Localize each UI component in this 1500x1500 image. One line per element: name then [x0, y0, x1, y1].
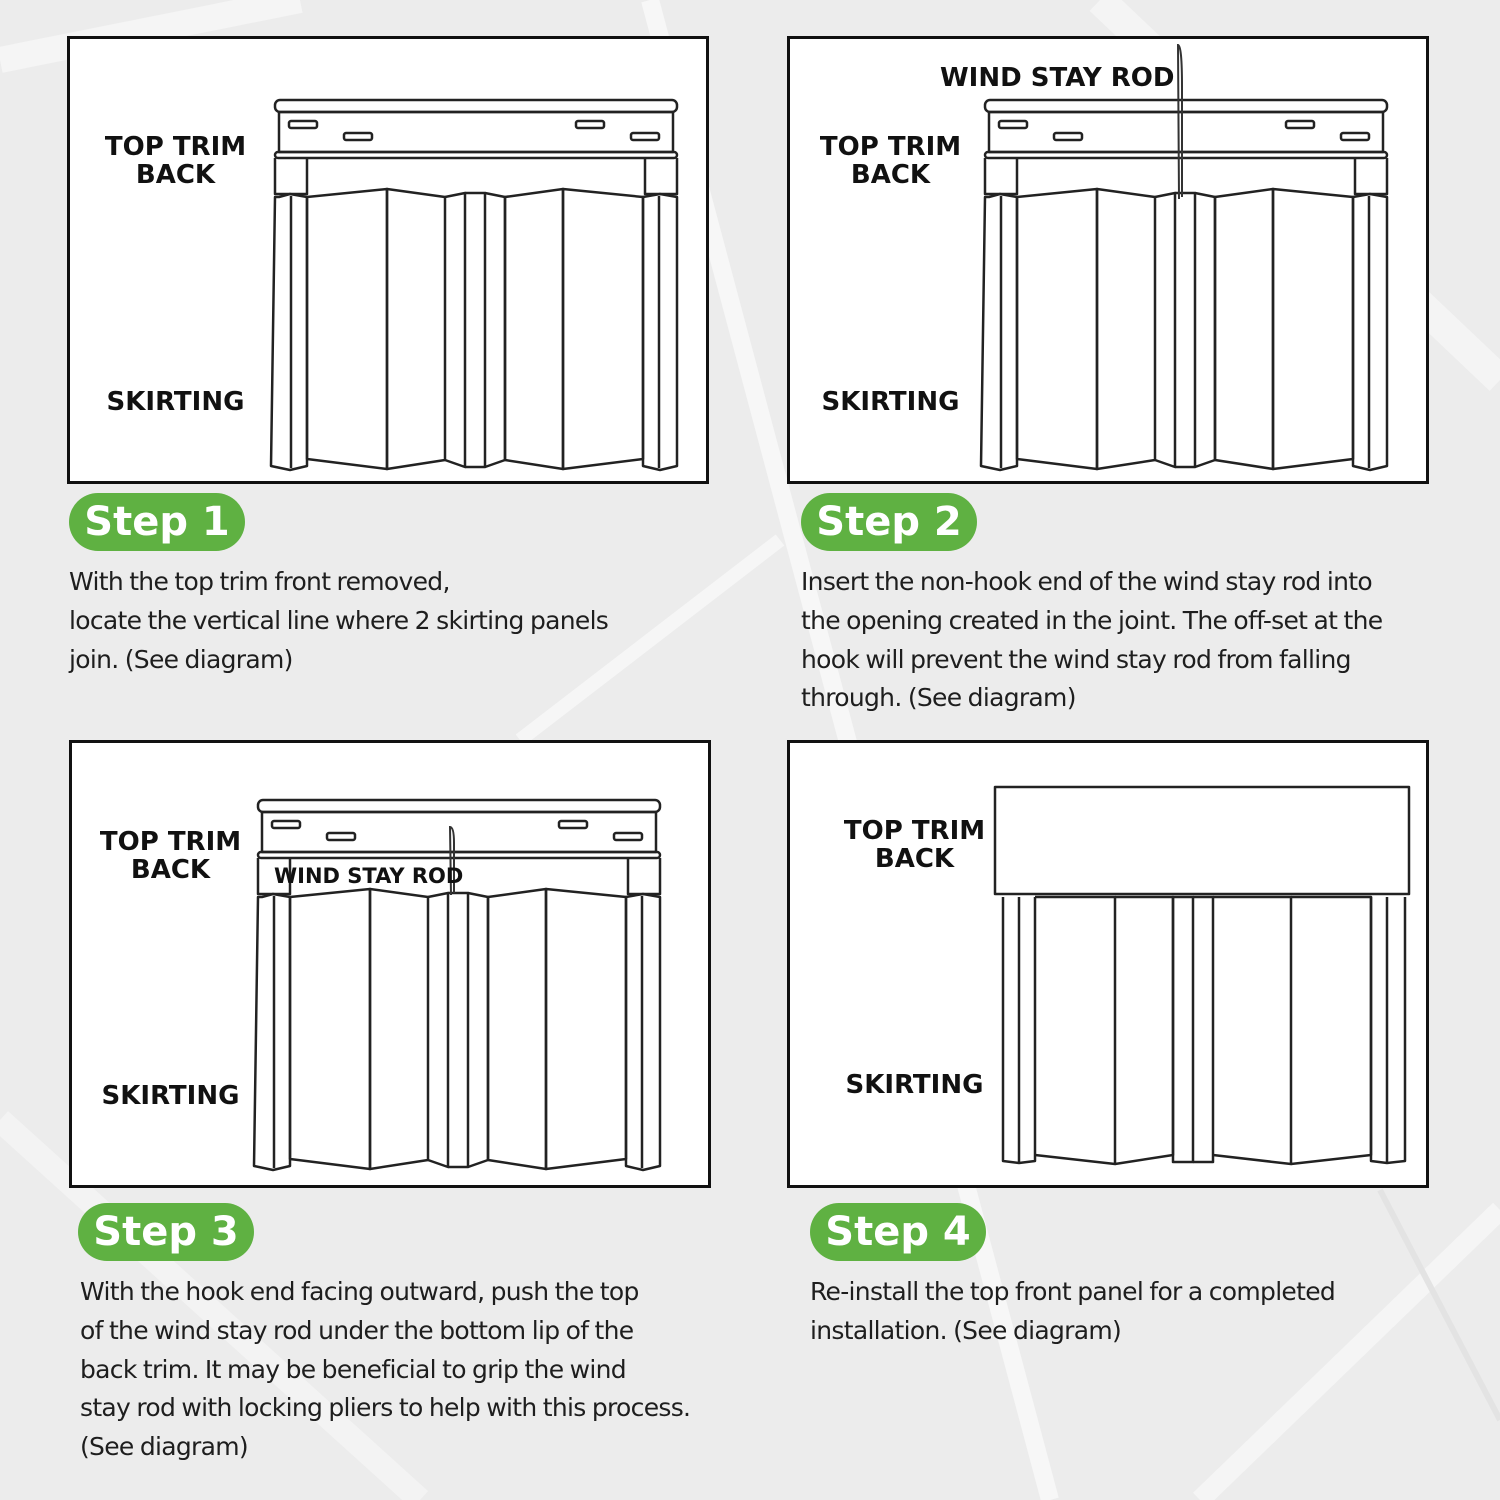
step-3-diagram: [69, 740, 711, 1188]
top-trim-bottom-lip: [985, 152, 1387, 158]
top-trim-lip: [275, 100, 677, 112]
top-trim-back: [262, 812, 656, 852]
top-trim-back-label: [803, 133, 978, 189]
description-line: Insert the non-hook end of the wind stay rod into: [801, 567, 1372, 596]
step-2-description: [801, 563, 1382, 718]
label-line: TOP TRIM: [843, 816, 986, 846]
step-4-badge: Step 4: [810, 1203, 986, 1261]
top-trim-back-label: [88, 133, 263, 189]
description-line: With the hook end facing outward, push the top: [80, 1277, 639, 1306]
step-1-description: [69, 563, 608, 679]
label-line: BACK: [850, 160, 931, 190]
step-4-description: [810, 1273, 1335, 1351]
top-trim-back: [279, 112, 673, 152]
skirting-illustration: [790, 743, 1426, 1185]
wind-stay-rod-label: WIND STAY ROD: [274, 864, 464, 888]
description-line: hook will prevent the wind stay rod from falling: [801, 644, 1351, 674]
description-line: join. (See diagram): [69, 644, 293, 674]
description-line: the opening created in the joint. The off-set at the: [801, 605, 1383, 635]
description-line: installation. (See diagram): [810, 1315, 1122, 1345]
label-line: BACK: [874, 844, 955, 874]
wind-stay-rod: [1178, 45, 1182, 199]
description-line: With the top trim front removed,: [69, 567, 450, 596]
step-2-diagram: [787, 36, 1429, 484]
top-front-panel: [995, 787, 1409, 894]
top-trim-lip: [258, 800, 660, 812]
step-1-badge: Step 1: [69, 493, 245, 551]
skirting-label: SKIRTING: [821, 387, 960, 417]
label-line: TOP TRIM: [819, 132, 962, 162]
skirting-label: SKIRTING: [101, 1081, 240, 1111]
description-line: locate the vertical line where 2 skirting panels: [69, 605, 609, 635]
top-trim-back-label: [83, 828, 258, 884]
step-3-badge: Step 3: [78, 1203, 254, 1261]
top-trim-lip: [985, 100, 1387, 112]
step-4-diagram: [787, 740, 1429, 1188]
step-2-badge: Step 2: [801, 493, 977, 551]
wind-stay-rod-label: WIND STAY ROD: [940, 63, 1175, 93]
description-line: back trim. It may be beneficial to grip the wind: [80, 1354, 626, 1384]
step-3-description: [80, 1273, 690, 1467]
label-line: TOP TRIM: [104, 132, 247, 162]
top-trim-bottom-lip: [275, 152, 677, 158]
skirting-illustration: [72, 743, 708, 1185]
label-line: BACK: [135, 160, 216, 190]
skirting-label: SKIRTING: [845, 1070, 984, 1100]
description-line: Re-install the top front panel for a completed: [810, 1277, 1336, 1306]
label-line: TOP TRIM: [99, 827, 242, 857]
skirting-panel: [307, 189, 387, 469]
label-line: BACK: [130, 855, 211, 885]
skirting-panel-left: [271, 194, 307, 470]
top-trim-bottom-lip: [258, 852, 660, 858]
skirting-label: SKIRTING: [106, 387, 245, 417]
step-1-diagram: [67, 36, 709, 484]
description-line: (See diagram): [80, 1432, 248, 1462]
description-line: through. (See diagram): [801, 683, 1076, 713]
top-trim-back-label: [827, 817, 1002, 873]
description-line: of the wind stay rod under the bottom lip of the: [80, 1315, 634, 1345]
top-trim-back: [989, 112, 1383, 152]
description-line: stay rod with locking pliers to help with this process.: [80, 1393, 691, 1423]
